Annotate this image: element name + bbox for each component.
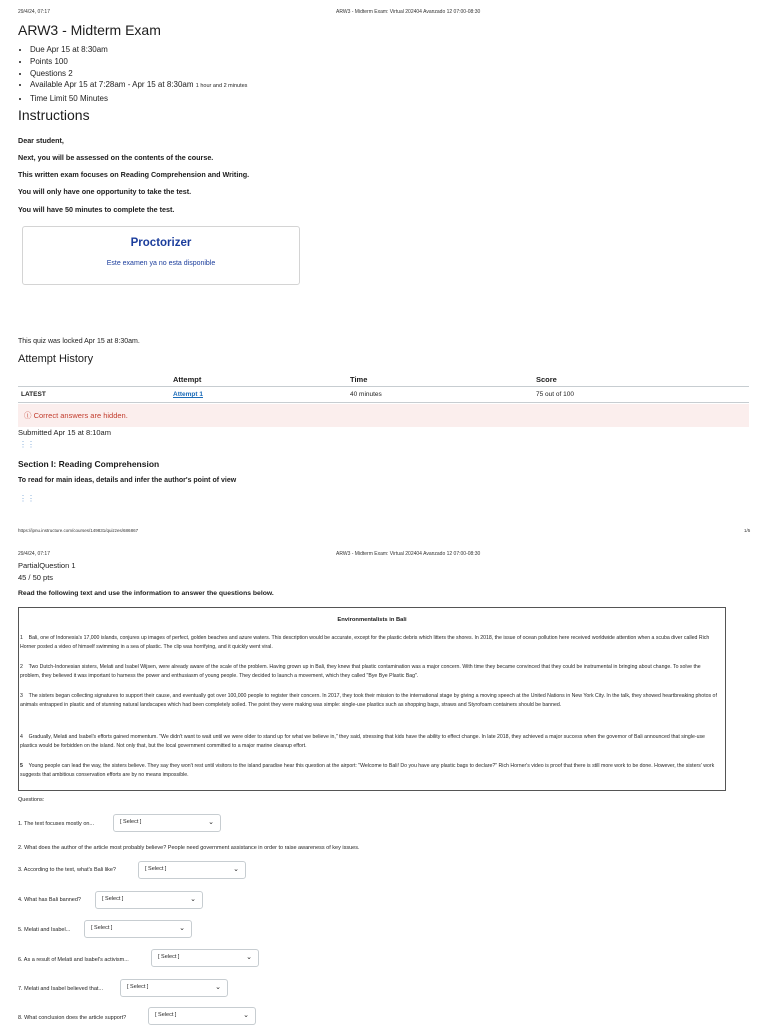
attempt-link-cell	[173, 391, 203, 398]
points: • Points 100	[30, 56, 247, 68]
attempt-history-heading: Attempt History	[18, 353, 94, 365]
attempt-1-link[interactable]: Attempt 1	[173, 391, 203, 398]
answer-select[interactable]	[84, 920, 192, 938]
select-value: [ Select ]	[155, 1012, 177, 1018]
answer-select[interactable]	[95, 891, 203, 909]
question-text: 6. As a result of Melati and Isabel's activism...	[18, 957, 129, 963]
submitted-time: Submitted Apr 15 at 8:10am	[18, 428, 111, 437]
page-number: 1/5	[744, 528, 751, 533]
passage-paragraph: 2 Two Dutch-Indonesian sisters, Melati and Isabel Wijsen, were already aware of the scale of the problem. Having grown up in Bali, they knew that plastic contamination was a major concern. With time they became convinced that they could be instrumental in bringing about change. To solve the problem, they believed it was important to harness the power and enthusiasm of young people. They decided to launch a movement, which they called "Bye Bye Plastic Bag".	[20, 664, 701, 679]
question-text: 7. Melati and Isabel believed that...	[18, 986, 103, 992]
answer-select[interactable]	[148, 1007, 256, 1025]
select-value: [ Select ]	[120, 819, 142, 825]
answer-select[interactable]	[120, 979, 228, 997]
select-value: [ Select ]	[158, 954, 180, 960]
question-text: 1. The text focuses mostly on...	[18, 821, 95, 827]
availability: • Available Apr 15 at 7:28am - Apr 15 at 8:30am 1 hour and 2 minutes	[30, 79, 247, 93]
instruction-line: Dear student,	[18, 136, 64, 145]
column-header-score: Score	[536, 375, 557, 384]
drag-handle-icon: ⋮⋮	[19, 440, 35, 449]
passage-paragraph: 5 Young people can lead the way, the sisters believe. They say they won't rest until visitors to the island paradise hear this question at the airport: "Welcome to Bali! Do you have any plastic bags to declare?" Rich Horner's video is proof that there is still more work to be done. However, the sisters' work suggests that ambitious conservation efforts are by no means impossible.	[20, 763, 715, 778]
passage-paragraph: 1 Bali, one of Indonesia's 17,000 islands, conjures up images of perfect, golden beaches and azure waters. This description would be accurate, except for the plastic debris which litters the shores. In 2018, the issue of ocean pollution here received worldwide attention when a scuba diver called Rich Horner posted a video of himself swimming in a sea of plastic. The clip was horrifying, and it quickly went viral.	[20, 635, 710, 650]
question-count: • Questions 2	[30, 68, 247, 80]
print-date: 29/4/24, 07:17	[18, 9, 50, 15]
question-text: 3. According to the text, what's Bali like?	[18, 867, 116, 873]
print-url: https://ipnu.instructure.com/courses/149831/quizzes/686867	[18, 528, 139, 533]
section-title: Section I: Reading Comprehension	[18, 459, 160, 469]
instruction-line: This written exam focuses on Reading Comprehension and Writing.	[18, 170, 250, 179]
column-header-time: Time	[350, 375, 368, 384]
proctorizer-panel	[22, 226, 300, 285]
availability-duration: 1 hour and 2 minutes	[195, 83, 248, 90]
proctorizer-title: Proctorizer	[130, 237, 192, 249]
print-page-title: ARW3 - Midterm Exam: Virtual 202404 Avanzado 12 07:00-08:30	[336, 551, 481, 557]
section-subtitle: To read for main ideas, details and infer the author's point of view	[18, 477, 237, 484]
quiz-details	[18, 44, 247, 105]
chevron-down-icon: ⌄	[243, 1012, 249, 1019]
question-text: 4. What has Bali banned?	[18, 897, 81, 903]
instruction-line: You will only have one opportunity to take the test.	[18, 187, 192, 196]
answer-select[interactable]	[113, 814, 221, 832]
answer-select[interactable]	[151, 949, 259, 967]
select-value: [ Select ]	[127, 984, 149, 990]
question-points: 45 / 50 pts	[18, 573, 54, 582]
alert-text-wrap	[24, 410, 128, 421]
question-label: PartialQuestion 1	[18, 561, 76, 570]
question-instruction: Read the following text and use the information to answer the questions below.	[18, 590, 274, 597]
info-icon: ⓘ	[24, 411, 32, 420]
instructions-heading: Instructions	[18, 107, 90, 123]
time-limit: • Time Limit 50 Minutes	[30, 93, 247, 105]
table-divider	[18, 386, 749, 387]
print-page-title: ARW3 - Midterm Exam: Virtual 202404 Avanzado 12 07:00-08:30	[336, 9, 481, 15]
select-value: [ Select ]	[145, 866, 167, 872]
column-header-attempt: Attempt	[173, 375, 202, 384]
drag-handle-icon: ⋮⋮	[19, 494, 35, 503]
instruction-line: Next, you will be assessed on the contents of the course.	[18, 153, 214, 162]
question-text: 8. What conclusion does the article support?	[18, 1015, 127, 1021]
quiz-title: ARW3 - Midterm Exam	[18, 22, 161, 38]
attempt-score: 75 out of 100	[536, 391, 574, 398]
correct-answers-hidden-alert	[18, 404, 749, 427]
chevron-down-icon: ⌄	[246, 954, 252, 961]
chevron-down-icon: ⌄	[179, 925, 185, 932]
lock-notice: This quiz was locked Apr 15 at 8:30am.	[18, 338, 140, 345]
questions-label: Questions:	[18, 797, 45, 803]
proctorizer-message: Este examen ya no esta disponible	[106, 260, 216, 267]
attempt-time: 40 minutes	[350, 391, 382, 398]
question-text: 5. Melati and Isabel...	[18, 927, 71, 933]
due-date: • Due Apr 15 at 8:30am	[30, 44, 247, 56]
instruction-line: You will have 50 minutes to complete the test.	[18, 205, 175, 214]
question-text: 2. What does the author of the article most probably believe? People need government assistance in order to raise awareness of key issues.	[18, 845, 360, 851]
alert-text: Correct answers are hidden.	[33, 411, 128, 420]
print-date: 29/4/24, 07:17	[18, 551, 50, 557]
answer-select[interactable]	[138, 861, 246, 879]
table-divider	[18, 402, 749, 403]
chevron-down-icon: ⌄	[208, 819, 214, 826]
chevron-down-icon: ⌄	[215, 984, 221, 991]
passage-paragraph: 4 Gradually, Melati and Isabel's efforts gained momentum. "We didn't want to wait until we were older to stand up for what we believe in," they said, stressing that kids have the ability to effect change. In late 2018, they achieved a major success when the governor of Bali announced that single-use plastics would be forbidden on the island. Not only that, but the local government committed to a major marine cleanup effort.	[20, 734, 705, 749]
reading-passage	[18, 607, 726, 791]
chevron-down-icon: ⌄	[190, 896, 196, 903]
chevron-down-icon: ⌄	[233, 866, 239, 873]
select-value: [ Select ]	[102, 896, 124, 902]
select-value: [ Select ]	[91, 925, 113, 931]
passage-title: Environmentalists in Bali	[337, 617, 407, 623]
latest-label: LATEST	[21, 391, 46, 398]
passage-paragraph: 3 The sisters began collecting signatures to support their cause, and eventually got over 100,000 people to register their concern. In 2017, they took their mission to the international stage by giving a moving speech at the United Nations in New York City. In the talk, they showed heartbreaking photos of animals entrapped in plastic and of stunning natural landscapes which had been completely soiled. The point they were making was simple: single-use plastics such as shopping bags, straws and Styrofoam containers should be banned.	[20, 693, 717, 708]
